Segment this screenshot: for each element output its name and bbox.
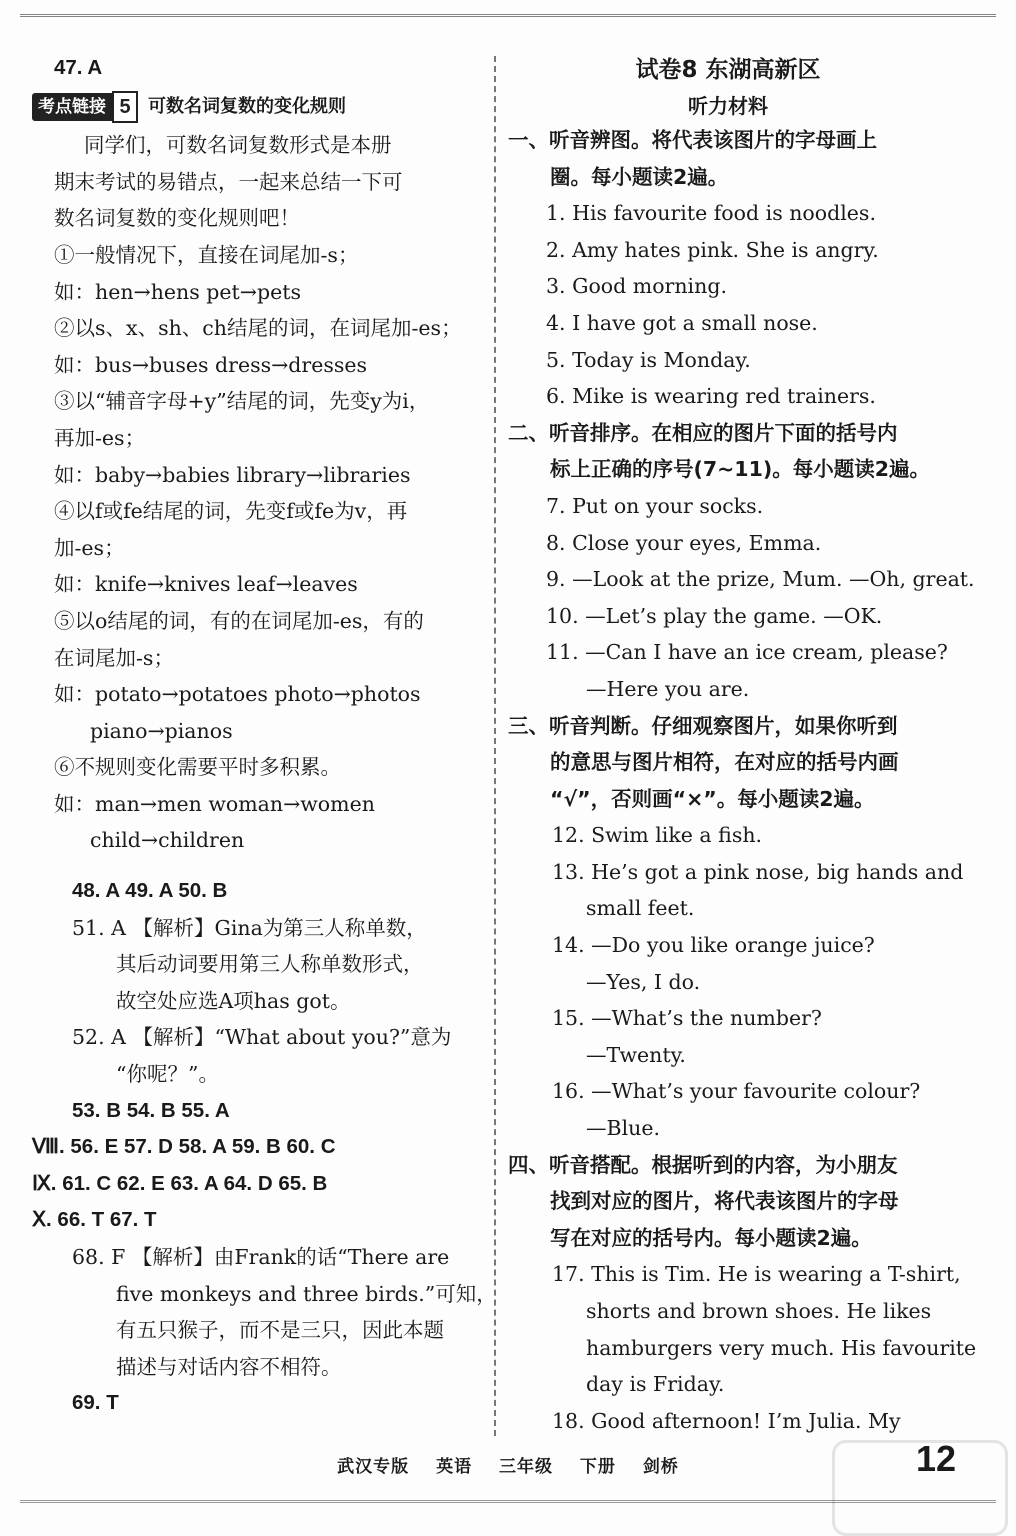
section-3-heading: “√”，否则画“×”。每小题读2遍。 xyxy=(550,786,875,811)
rule-6-example: 如：man→men woman→women xyxy=(54,791,375,816)
list-item: —Yes, I do. xyxy=(586,969,701,994)
link-tag: 考点链接 xyxy=(32,93,114,121)
footer-subject: 英语 xyxy=(436,1457,473,1477)
rule-1: ①一般情况下，直接在词尾加-s； xyxy=(54,242,359,267)
section-4-heading: 写在对应的括号内。每小题读2遍。 xyxy=(550,1225,872,1250)
page-number: 12 xyxy=(916,1438,957,1479)
left-column xyxy=(32,50,497,1446)
section-subtitle: 听力材料 xyxy=(688,94,768,118)
knowledge-link-header xyxy=(32,89,482,126)
list-item: 2. Amy hates pink. She is angry. xyxy=(546,237,879,262)
top-border xyxy=(20,14,996,35)
list-item: 15. —What’s the number? xyxy=(552,1006,822,1031)
answer-51: 故空处应选A项has got。 xyxy=(116,988,351,1013)
rule-5-example: 如：potato→potatoes photo→photos xyxy=(54,682,421,707)
list-item: 12. Swim like a fish. xyxy=(552,823,763,848)
answer-52: 52. A 【解析】“What about you?”意为 xyxy=(72,1025,452,1050)
intro-line: 期末考试的易错点，一起来总结一下可 xyxy=(54,169,403,194)
rule-1-example: 如：hen→hens pet→pets xyxy=(54,279,301,304)
footer-grade: 三年级 xyxy=(499,1457,553,1477)
answers-66-67: Ⅹ. 66. T 67. T xyxy=(32,1208,157,1232)
page-footer xyxy=(0,1452,1016,1492)
bottom-border xyxy=(20,1500,996,1523)
link-number: 5 xyxy=(112,91,138,123)
list-item: 17. This is Tim. He is wearing a T-shirt, xyxy=(552,1262,961,1287)
rule-2-example: 如：bus→buses dress→dresses xyxy=(54,352,368,377)
answers-48-50: 48. A 49. A 50. B xyxy=(72,879,228,903)
intro-line: 同学们，可数名词复数形式是本册 xyxy=(84,133,392,158)
section-1-heading: 圈。每小题读2遍。 xyxy=(550,164,729,189)
answer-47: 47. A xyxy=(54,56,103,79)
footer-publisher: 剑桥 xyxy=(642,1457,679,1477)
list-item: day is Friday. xyxy=(586,1372,725,1397)
answer-51: 51. A 【解析】Gina为第三人称单数， xyxy=(72,915,427,940)
section-3-heading: 的意思与图片相符，在对应的括号内画 xyxy=(550,750,899,775)
list-item: 10. —Let’s play the game. —OK. xyxy=(546,603,883,628)
answers-56-60: Ⅷ. 56. E 57. D 58. A 59. B 60. C xyxy=(32,1135,336,1159)
list-item: 6. Mike is wearing red trainers. xyxy=(546,384,876,409)
list-item: 5. Today is Monday. xyxy=(546,347,751,372)
list-item: —Blue. xyxy=(586,1116,660,1141)
answer-68: 描述与对话内容不相符。 xyxy=(116,1354,342,1379)
list-item: 14. —Do you like orange juice? xyxy=(552,933,875,958)
section-2-heading: 标上正确的序号(7~11)。每小题读2遍。 xyxy=(550,457,930,482)
right-column xyxy=(508,50,977,1446)
list-item: 18. Good afternoon! I’m Julia. My xyxy=(552,1408,901,1433)
list-item: 7. Put on your socks. xyxy=(546,493,764,518)
list-item: 13. He’s got a pink nose, big hands and xyxy=(552,859,964,884)
answers-61-65: Ⅸ. 61. C 62. E 63. A 64. D 65. B xyxy=(32,1171,328,1195)
footer-edition: 武汉专版 xyxy=(337,1457,410,1477)
rule-3: ③以“辅音字母+y”结尾的词，先变y为i， xyxy=(54,389,430,414)
rule-3-example: 如：baby→babies library→libraries xyxy=(54,462,411,487)
list-item: small feet. xyxy=(586,896,695,921)
list-item: 11. —Can I have an ice cream, please? xyxy=(546,640,948,665)
list-item: 8. Close your eyes, Emma. xyxy=(546,530,822,555)
answer-51: 其后动词要用第三人称单数形式， xyxy=(116,952,424,977)
answer-68: 有五只猴子，而不是三只，因此本题 xyxy=(116,1318,444,1343)
list-item: 1. His favourite food is noodles. xyxy=(546,201,876,226)
rule-3: 再加-es； xyxy=(54,425,146,450)
list-item: —Here you are. xyxy=(586,676,750,701)
list-item: —Twenty. xyxy=(586,1042,686,1067)
paper-title: 试卷8 东湖高新区 xyxy=(635,57,821,83)
section-2-heading: 二、听音排序。在相应的图片下面的括号内 xyxy=(508,420,898,445)
rule-6: ⑥不规则变化需要平时多积累。 xyxy=(54,755,341,780)
list-item: 16. —What’s your favourite colour? xyxy=(552,1079,921,1104)
answer-68: five monkeys and three birds.”可知， xyxy=(116,1281,497,1306)
rule-2: ②以s、x、sh、ch结尾的词，在词尾加-es； xyxy=(54,316,462,341)
rule-4-example: 如：knife→knives leaf→leaves xyxy=(54,572,358,597)
list-item: 3. Good morning. xyxy=(546,274,727,299)
column-divider xyxy=(494,56,496,1436)
rule-4: ④以f或fe结尾的词，先变f或fe为v，再 xyxy=(54,499,408,524)
footer-term: 下册 xyxy=(579,1457,616,1477)
list-item: hamburgers very much. His favourite xyxy=(586,1335,977,1360)
list-item: 4. I have got a small nose. xyxy=(546,310,818,335)
rule-5-example: piano→pianos xyxy=(90,718,233,743)
section-1-heading: 一、听音辨图。将代表该图片的字母画上 xyxy=(508,128,877,152)
rule-5: ⑤以o结尾的词，有的在词尾加-es，有的 xyxy=(54,608,424,633)
rule-4: 加-es； xyxy=(54,535,125,560)
intro-line: 数名词复数的变化规则吧！ xyxy=(54,206,300,231)
answers-53-55: 53. B 54. B 55. A xyxy=(72,1098,230,1122)
section-4-heading: 找到对应的图片，将代表该图片的字母 xyxy=(550,1189,899,1214)
rule-6-example: child→children xyxy=(90,828,245,853)
rule-5: 在词尾加-s； xyxy=(54,645,174,670)
list-item: 9. —Look at the prize, Mum. —Oh, great. xyxy=(546,567,975,592)
answer-68: 68. F 【解析】由Frank的话“There are xyxy=(72,1245,450,1269)
answer-52: “你呢？”。 xyxy=(116,1062,219,1087)
section-4-heading: 四、听音搭配。根据听到的内容，为小朋友 xyxy=(508,1152,898,1177)
list-item: shorts and brown shoes. He likes xyxy=(586,1299,932,1323)
section-3-heading: 三、听音判断。仔细观察图片，如果你听到 xyxy=(508,713,898,738)
link-title: 可数名词复数的变化规则 xyxy=(148,95,346,117)
answer-69: 69. T xyxy=(72,1391,119,1415)
